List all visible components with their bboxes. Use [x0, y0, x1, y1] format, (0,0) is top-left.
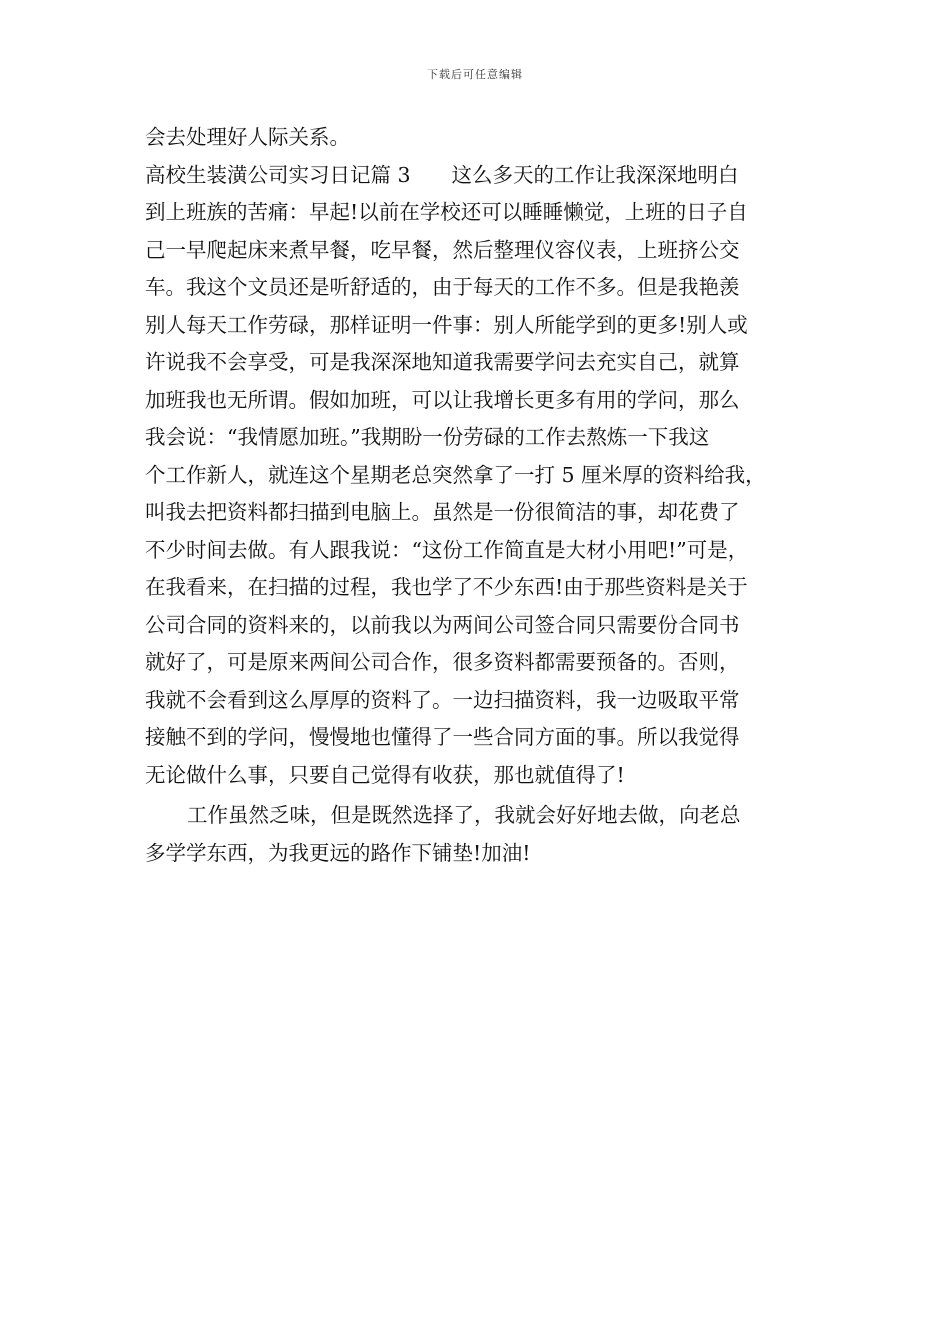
text-line: 多学学东西，为我更远的路作下铺垫!加油! — [145, 840, 531, 865]
text-line: 别人每天工作劳碌，那样证明一件事：别人所能学到的更多!别人或 — [145, 312, 748, 337]
page-header: 下载后可任意编辑 — [427, 68, 523, 81]
text-line: 在我看来，在扫描的过程，我也学了不少东西!由于那些资料是关于 — [145, 575, 748, 599]
text-line: 个工作新人，就连这个星期老总突然拿了一打 5 厘米厚的资料给我， — [145, 462, 766, 487]
text-line: 高校生装潢公司实习日记篇 3 这么多天的工作让我深深地明白 — [145, 162, 739, 187]
text-line: 叫我去把资料都扫描到电脑上。虽然是一份很简洁的事，却花费了 — [145, 500, 740, 524]
text-line: 加班我也无所谓。假如加班，可以让我增长更多有用的学问，那么 — [145, 387, 740, 412]
text-line: 接触不到的学问，慢慢地也懂得了一些合同方面的事。所以我觉得 — [145, 725, 740, 749]
text-line: 就好了，可是原来两间公司合作，很多资料都需要预备的。否则， — [145, 650, 740, 674]
document-body — [145, 119, 815, 872]
text-line: 我会说：“我情愿加班。”我期盼一份劳碌的工作去熬炼一下我这 — [145, 425, 710, 449]
text-line: 无论做什么事，只要自己觉得有收获，那也就值得了! — [145, 762, 625, 787]
text-line: 不少时间去做。有人跟我说：“这份工作简直是大材小用吧!”可是， — [145, 537, 749, 562]
text-line: 会去处理好人际关系。 — [145, 125, 350, 149]
text-line: 公司合同的资料来的，以前我以为两间公司签合同只需要份合同书 — [145, 612, 740, 637]
text-line: 己一早爬起床来煮早餐，吃早餐，然后整理仪容仪表，上班挤公交 — [145, 237, 740, 262]
text-line: 车。我这个文员还是听舒适的，由于每天的工作不多。但是我艳羡 — [145, 275, 740, 299]
text-line: 许说我不会享受，可是我深深地知道我需要学问去充实自己，就算 — [145, 350, 740, 374]
text-line: 我就不会看到这么厚厚的资料了。一边扫描资料，我一边吸取平常 — [145, 687, 740, 712]
text-line: 工作虽然乏味，但是既然选择了，我就会好好地去做，向老总 — [187, 803, 741, 827]
text-line: 到上班族的苦痛：早起!以前在学校还可以睡睡懒觉，上班的日子自 — [145, 200, 748, 224]
